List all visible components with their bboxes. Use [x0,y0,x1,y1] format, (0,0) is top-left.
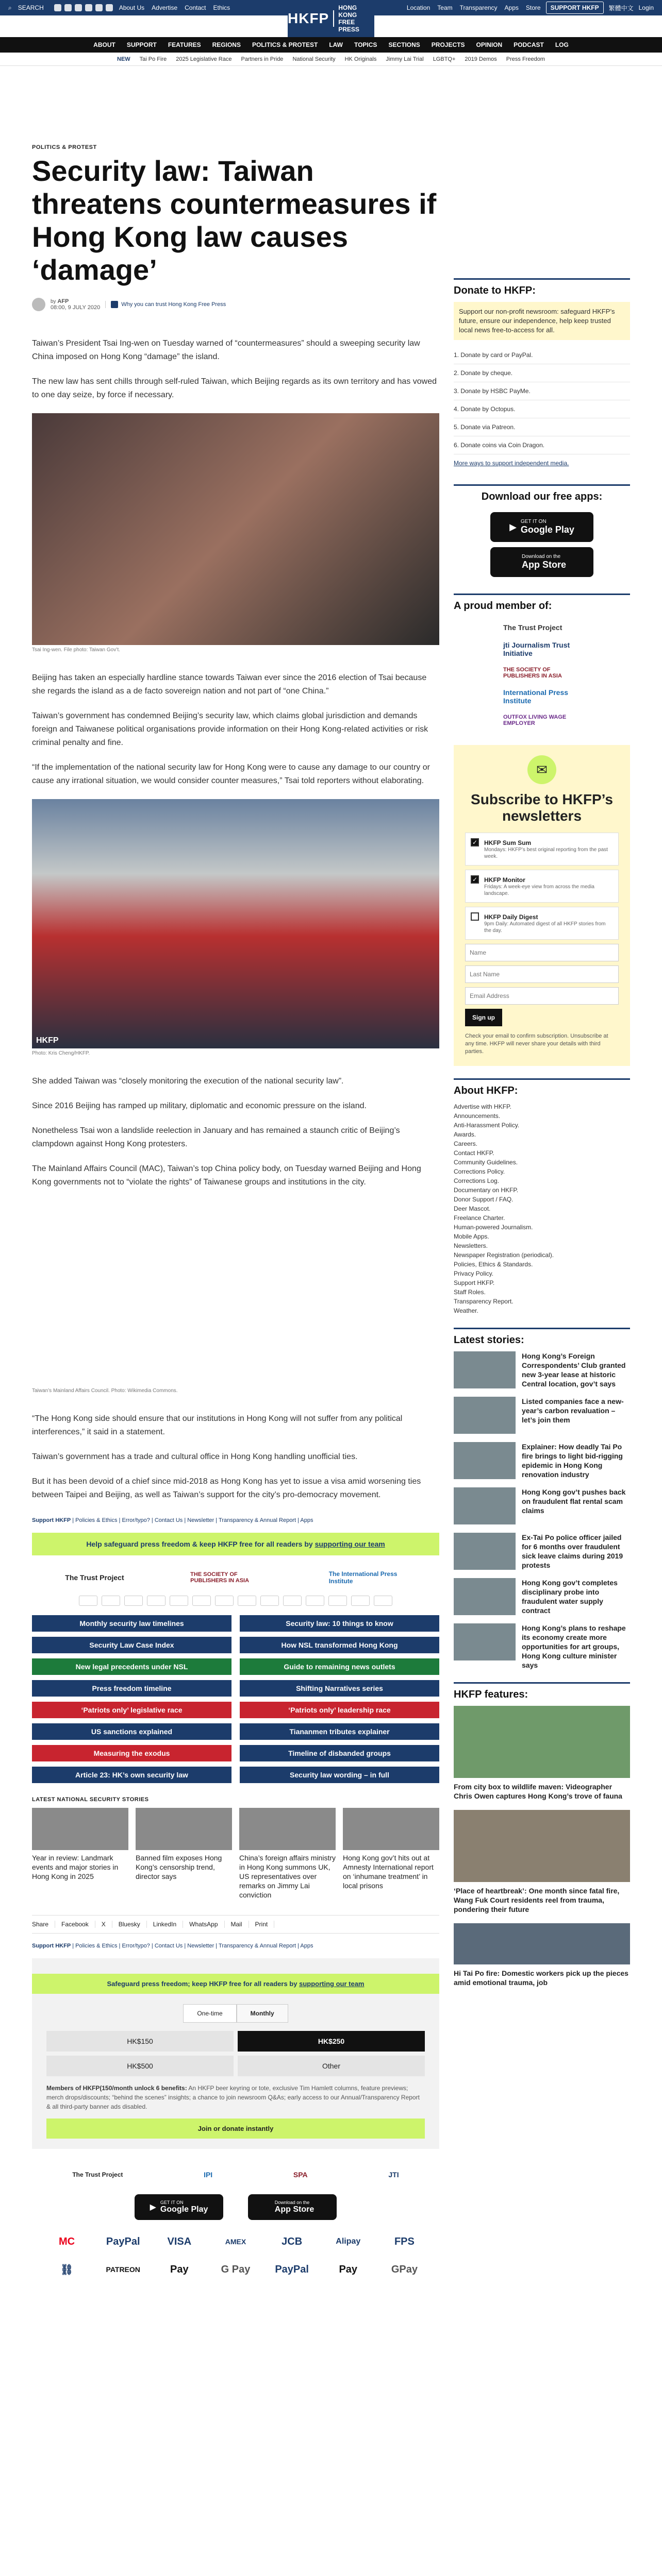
nav-opinion[interactable]: OPINION [476,41,503,48]
footer-link[interactable]: Policies & Ethics [75,1517,118,1523]
mastercard-logo: MC [59,2235,75,2247]
footer-link[interactable]: Newsletter [187,1517,214,1523]
hkfp-logo[interactable]: HKFP HONG KONG FREE PRESS [288,0,374,37]
topic-link[interactable]: ‘Patriots only’ leadership race [240,1702,439,1718]
paragraph: Since 2016 Beijing has ramped up military, diplomatic and economic pressure on the island. [32,1101,367,1110]
subnav-item[interactable]: Jimmy Lai Trial [386,56,424,62]
nav-regions[interactable]: REGIONS [212,41,241,48]
ipi-logo[interactable]: International Press Institute [503,688,569,705]
newsletter-footnote: Check your email to confirm subscription. Unsubscribe at any time. HKFP will never share your details with third parties. [465,1033,608,1055]
features-title: HKFP features: [454,1689,528,1700]
feature-image[interactable] [454,1706,630,1778]
photo-mac-building [32,1200,439,1386]
feature-title[interactable]: Hi Tai Po fire: Domestic workers pick up the pieces amid emotional trauma, job [454,1969,628,1987]
app-store-buttons [32,2194,439,2220]
member-section [454,594,630,733]
subnav-item[interactable]: National Security [292,56,336,62]
topic-link[interactable]: Timeline of disbanded groups [240,1745,439,1761]
donate-option[interactable]: 1. Donate by card or PayPal. [454,346,630,364]
sign-up-button[interactable]: Sign up [465,1009,502,1026]
nav-log[interactable]: LOG [555,41,569,48]
photo-caption: Photo: Kris Cheng/HKFP. [32,1050,90,1056]
story-title[interactable]: Year in review: Landmark events and major stories in Hong Kong in 2025 [32,1854,119,1880]
story-card[interactable] [343,1808,439,1900]
spa-logo[interactable]: THE SOCIETY OF PUBLISHERS IN ASIA [190,1571,250,1584]
share-mail[interactable]: Mail [231,1921,249,1928]
footer-link[interactable]: Apps [300,1517,313,1523]
about-link[interactable]: Corrections Policy. [454,1168,505,1175]
story-card[interactable] [32,1808,128,1900]
instagram-icon[interactable] [75,4,82,11]
member-title: A proud member of: [454,600,552,612]
visa-logo: VISA [167,2235,192,2247]
sub-nav [0,53,662,66]
features-section [454,1682,630,1987]
about-link[interactable]: Human-powered Journalism. [454,1224,533,1231]
amount-option[interactable]: HK$150 [46,2031,234,2052]
subnav-item[interactable]: 2025 Legislative Race [176,56,232,62]
story-card[interactable] [136,1808,232,1900]
sidebar [454,278,630,1999]
article-main [32,144,439,2280]
story-item[interactable]: Hong Kong gov’t pushes back on fraudulent flat rental scam claims [454,1487,630,1524]
about-link[interactable]: Transparency Report. [454,1298,514,1305]
donate-widget [32,1958,439,2149]
footer-link[interactable]: Newsletter [187,1943,214,1949]
paypal-logo: PayPal [106,2235,140,2247]
footer-link[interactable]: Error/typo? [122,1943,150,1949]
trust-project-logo[interactable]: The Trust Project [65,1573,124,1582]
about-link[interactable]: Mobile Apps. [454,1233,489,1240]
trust-project-logo[interactable]: The Trust Project [503,623,562,632]
apps-title: Download our free apps: [481,491,603,502]
trust-link[interactable]: Why you can trust Hong Kong Free Press [105,301,226,308]
social-icons [54,4,113,11]
google-play-icon: ▶ [509,521,517,532]
search-link[interactable]: SEARCH [18,4,44,11]
app-store-button[interactable]: Download on the App Store [248,2194,337,2220]
amount-option[interactable]: Other [238,2056,425,2076]
feature-image[interactable] [454,1923,630,1964]
donate-option[interactable]: 2. Donate by cheque. [454,364,630,382]
about-link[interactable]: Contact HKFP. [454,1149,494,1157]
about-link[interactable]: Newspaper Registration (periodical). [454,1251,554,1259]
paragraph: Taiwan’s government has a trade and cultural office in Hong Kong handling unofficial ties. [32,1452,358,1461]
paragraph: “The Hong Kong side should ensure that our institutions in Hong Kong will not suffer from any political interferences,” it said in a statement. [32,1414,403,1436]
checkbox-checked[interactable]: ✓ [471,875,479,884]
subnav-item[interactable]: 2019 Demos [465,56,497,62]
top-link[interactable]: Location [406,4,431,11]
top-links-right [407,4,541,11]
fps-logo: FPS [394,2235,415,2247]
story-thumbnail [239,1808,336,1850]
share-whatsapp[interactable]: WhatsApp [189,1921,224,1928]
subnav-item[interactable]: LGBTQ+ [433,56,456,62]
publish-date: 08:00, 9 JULY 2020 [51,304,101,311]
about-link[interactable]: Careers. [454,1140,478,1147]
footer-link[interactable]: Transparency & Annual Report [219,1943,296,1949]
payment-icon [124,1596,143,1606]
member-logos [32,1565,439,1590]
support-links-bottom: Support HKFP | Policies & Ethics | Error/typo? | Contact Us | Newsletter | Transparency & Annual Report | Apps [32,1943,313,1949]
payment-icon [351,1596,370,1606]
topic-link[interactable]: Article 23: HK’s own security law [32,1767,231,1783]
share-linkedin[interactable]: LinkedIn [153,1921,183,1928]
search-icon[interactable]: ⌕ [8,4,12,11]
support-team-link[interactable]: supporting our team [315,1540,385,1548]
spa-logo[interactable]: THE SOCIETY OF PUBLISHERS IN ASIA [503,667,562,679]
payment-icon [102,1596,120,1606]
paragraph: Nonetheless Tsai won a landslide reelection in January and has remained a staunch critic of Beijing’s clampdown against Hong Kong protesters. [32,1126,400,1148]
paragraph: Beijing has taken an especially hardline stance towards Taiwan ever since the 2016 election of Tsai because she regards the island as a de facto sovereign nation and not part of “one China.” [32,673,427,696]
top-links [119,4,230,11]
nav-politics[interactable]: POLITICS & PROTEST [252,41,318,48]
story-thumbnail [454,1351,516,1388]
about-link[interactable]: Corrections Log. [454,1177,500,1184]
footer-link[interactable]: Policies & Ethics [75,1943,118,1949]
alipay-logo: Alipay [336,2237,361,2246]
story-thumbnail [454,1442,516,1479]
living-wage-logo[interactable]: OUTFOX LIVING WAGE EMPLOYER [503,714,567,726]
about-link[interactable]: Weather. [454,1307,478,1314]
payment-icons [32,1596,439,1606]
security-law-links [32,1615,439,1783]
paragraph: She added Taiwan was “closely monitoring the execution of the national security law”. [32,1077,344,1086]
about-link[interactable]: Freelance Charter. [454,1214,505,1222]
topic-link[interactable]: Security law wording – in full [240,1767,439,1783]
about-link[interactable]: Donor Support / FAQ. [454,1196,514,1203]
crypto-icon: ⛓ [60,2264,74,2276]
subnav-item[interactable]: HK Originals [344,56,377,62]
topic-link[interactable]: Shifting Narratives series [240,1680,439,1697]
donate-option[interactable]: 3. Donate by HSBC PayMe. [454,382,630,400]
topic-link[interactable]: Monthly security law timelines [32,1615,231,1632]
login-link[interactable]: Login [638,4,654,11]
google-pay-logo: GPay [391,2263,418,2275]
newsletter-option[interactable]: HKFP Daily Digest 9pm Daily: Automated digest of all HKFP stories from the day. [465,907,619,940]
google-pay-logo: G Pay [221,2263,251,2275]
payment-icon [215,1596,234,1606]
about-link[interactable]: Anti-Harassment Policy. [454,1122,520,1129]
top-link[interactable]: About Us [119,4,145,11]
story-thumbnail [454,1578,516,1615]
support-team-link[interactable]: supporting our team [299,1980,365,1988]
about-link[interactable]: Announcements. [454,1112,501,1120]
paragraph: “If the implementation of the national security law for Hong Kong were to cause any damage to our country or cause any irrational situation, we would consider counter measures,” Tsai told reporters without elaborating. [32,763,430,785]
photo-caption: Taiwan’s Mainland Affairs Council. Photo: Wikimedia Commons. [32,1388,178,1394]
about-link[interactable]: Documentary on HKFP. [454,1187,519,1194]
telegram-icon[interactable] [106,4,113,11]
payment-icon [260,1596,279,1606]
about-link[interactable]: Privacy Policy. [454,1270,494,1277]
support-hkfp-button[interactable]: SUPPORT HKFP [546,2,604,14]
x-icon[interactable] [64,4,72,11]
freq-monthly[interactable]: Monthly [237,2004,288,2023]
about-link[interactable]: Community Guidelines. [454,1159,518,1166]
stories-title: Latest stories: [454,1334,524,1346]
topic-link[interactable]: ‘Patriots only’ legislative race [32,1702,231,1718]
about-title: About HKFP: [454,1085,518,1096]
topic-link[interactable]: Security law: 10 things to know [240,1615,439,1632]
nav-support[interactable]: SUPPORT [126,41,157,48]
envelope-icon: ✉ [527,755,556,784]
story-item[interactable]: Hong Kong’s plans to reshape its economy create more opportunities for art groups, Hong Kong culture minister says [454,1623,630,1670]
donation-amounts [46,2031,425,2076]
newsletter-signup [454,745,630,1066]
story-item[interactable]: Hong Kong gov’t completes disciplinary probe into fraudulent water supply contract [454,1578,630,1615]
checkbox-unchecked[interactable] [471,912,479,921]
about-section [454,1078,630,1315]
paragraph: Taiwan’s President Tsai Ing-wen on Tuesday warned of “countermeasures” should a sweeping security law China imposed on Hong Kong “damage” the island. [32,339,420,361]
photo-caption: Tsai Ing-wen. File photo: Taiwan Gov’t. [32,647,121,653]
story-card[interactable] [239,1808,336,1900]
topic-link[interactable]: Guide to remaining news outlets [240,1658,439,1675]
story-thumbnail [454,1623,516,1660]
payment-icon [79,1596,97,1606]
footer-link[interactable]: Transparency & Annual Report [219,1517,296,1523]
article-category[interactable]: POLITICS & PROTEST [32,144,97,150]
topic-link[interactable]: Security Law Case Index [32,1637,231,1653]
top-link[interactable]: Apps [504,4,519,11]
donate-note: Support our non-profit newsroom: safeguard HKFP’s future, ensure our independence, help keep trusted local news free-to-access for all. [454,302,630,340]
top-link[interactable]: Transparency [459,4,498,11]
topic-link[interactable]: Tiananmen tributes explainer [240,1723,439,1740]
main-nav [0,37,662,53]
story-item[interactable]: Ex-Tai Po police officer jailed for 6 months over fraudulent sick leave claims during 2019 protests [454,1533,630,1570]
support-link[interactable]: Support HKFP [32,1943,71,1949]
ipi-logo[interactable]: IPI [204,2171,213,2179]
about-link[interactable]: Advertise with HKFP. [454,1103,511,1110]
paragraph: The Mainland Affairs Council (MAC), Taiwan’s top China policy body, on Tuesday warned Beijing and Hong Kong governments not to “violate the rights” of Taiwanese groups and institutions in the city. [32,1164,421,1187]
app-store-button[interactable]: Download on the App Store [490,547,593,577]
ipi-logo[interactable]: The International Press Institute [328,1570,398,1585]
last-name-input[interactable] [465,965,619,983]
story-thumbnail [454,1487,516,1524]
amount-option[interactable]: HK$500 [46,2056,234,2076]
donate-section [454,278,630,472]
footer-link[interactable]: Contact Us [154,1943,183,1949]
story-thumbnail [136,1808,232,1850]
donation-frequency [46,2004,425,2023]
subnav-item[interactable]: Partners in Pride [241,56,284,62]
latest-security-stories [32,1797,439,1900]
share-facebook[interactable]: Facebook [61,1921,95,1928]
paypal-logo: PayPal [275,2263,309,2275]
language-toggle[interactable]: 繁體中文 [608,4,634,12]
photo-tsai-ing-wen [32,413,439,645]
feature-image[interactable] [454,1810,630,1882]
freq-one-time[interactable]: One-time [183,2004,236,2023]
donate-banner: Safeguard press freedom; keep HKFP free for all readers by supporting our team [32,1974,439,1994]
facebook-icon[interactable] [54,4,61,11]
about-link[interactable]: Policies, Ethics & Standards. [454,1261,533,1268]
paragraph: Taiwan’s government has condemned Beijing’s security law, which claims global jurisdiction and demands foreign and Taiwanese political organisations provide information on their Hong Kong-related activities or risk criminal penalty and fine. [32,711,428,747]
donate-list [454,346,630,472]
newsletter-option[interactable]: ✓ HKFP Monitor Fridays: A week-eye view from across the media landscape. [465,870,619,903]
apple-pay-logo: Pay [170,2263,189,2275]
topic-link[interactable]: New legal precedents under NSL [32,1658,231,1675]
payment-icon [147,1596,166,1606]
topic-link[interactable]: Measuring the exodus [32,1745,231,1761]
share-x[interactable]: X [102,1921,112,1928]
share-bluesky[interactable]: Bluesky [119,1921,147,1928]
email-input[interactable] [465,987,619,1005]
photo-taiwan-flags [32,799,439,1048]
name-input[interactable] [465,944,619,961]
donate-option[interactable]: 5. Donate via Patreon. [454,418,630,436]
payment-icon [192,1596,211,1606]
footer-member-logos [32,2164,439,2185]
payment-icon [328,1596,347,1606]
subnav-item[interactable]: Tai Po Fire [139,56,167,62]
about-link[interactable]: Newsletters. [454,1242,488,1249]
nav-sections[interactable]: SECTIONS [388,41,420,48]
payment-icon [238,1596,256,1606]
youtube-icon[interactable] [85,4,92,11]
author-name[interactable]: AFP [57,298,69,304]
story-thumbnail [32,1808,128,1850]
nav-law[interactable]: LAW [329,41,343,48]
donate-option[interactable]: 6. Donate coins via Coin Dragon. [454,436,630,454]
trust-project-logo[interactable]: The Trust Project [72,2171,123,2178]
about-link[interactable]: Awards. [454,1131,476,1138]
author-avatar [32,298,45,311]
donate-title: Donate to HKFP: [454,285,536,296]
feature-title[interactable]: From city box to wildlife maven: Videographer Chris Owen captures Hong Kong’s trove of fauna [454,1783,622,1800]
payment-icon [374,1596,392,1606]
donate-option[interactable]: 4. Donate by Octopus. [454,400,630,418]
payment-icon [283,1596,302,1606]
about-link[interactable]: Support HKFP. [454,1279,495,1286]
top-link[interactable]: Store [525,4,541,11]
topic-link[interactable]: Press freedom timeline [32,1680,231,1697]
section-heading: LATEST NATIONAL SECURITY STORIES [32,1797,149,1803]
story-item[interactable]: Hong Kong’s Foreign Correspondents’ Club granted new 3-year lease at historic Central location, gov’t says [454,1351,630,1388]
story-thumbnail [343,1808,439,1850]
top-link[interactable]: Advertise [152,4,178,11]
paragraph: The new law has sent chills through self-ruled Taiwan, which Beijing regards as its own territory and has vowed to one day seize, by force if necessary. [32,377,437,399]
patreon-logo: PATREON [106,2265,140,2274]
about-link[interactable]: Deer Mascot. [454,1205,491,1212]
amex-logo: AMEX [225,2238,246,2246]
support-banner: Help safeguard press freedom & keep HKFP free for all readers by supporting our team [32,1533,439,1555]
jcb-logo: JCB [282,2235,303,2247]
nav-topics[interactable]: TOPICS [354,41,377,48]
article-title: Security law: Taiwan threatens countermeasures if Hong Kong law causes ‘damage’ [32,155,437,286]
payment-icon [170,1596,188,1606]
support-link[interactable]: Support HKFP [32,1517,71,1523]
story-thumbnail [454,1397,516,1434]
topic-link[interactable]: How NSL transformed Hong Kong [240,1637,439,1653]
more-ways-link[interactable]: More ways to support independent media. [454,460,569,467]
new-label: NEW [117,56,130,62]
jti-logo[interactable]: jti Journalism Trust Initiative [503,641,570,657]
share-print[interactable]: Print [255,1921,275,1928]
apple-pay-logo: Pay [339,2263,358,2275]
nav-projects[interactable]: PROJECTS [431,41,465,48]
feature-title[interactable]: ‘Place of heartbreak’: One month since fatal fire, Wang Fuk Court residents reel from trauma, pondering their future [454,1887,620,1913]
paragraph: But it has been devoid of a chief since mid-2018 as Hong Kong has yet to issue a visa amid worsening ties between Taipei and Beijing, as well as Taiwan’s support for the city’s pro-democracy movement. [32,1477,421,1499]
story-item[interactable]: Explainer: How deadly Tai Po fire brings to light bid-rigging epidemic in Hong Kong renovation industry [454,1442,630,1479]
trust-icon [111,301,118,308]
about-link[interactable]: Staff Roles. [454,1289,486,1296]
jti-logo[interactable]: JTI [388,2171,399,2179]
amount-option-selected[interactable]: HK$250 [238,2031,425,2052]
story-title[interactable]: China’s foreign affairs ministry in Hong Kong summons UK, US representatives over remarks on Jimmy Lai conviction [239,1854,336,1899]
nav-features[interactable]: FEATURES [168,41,201,48]
payment-icon [306,1596,324,1606]
footer-link[interactable]: Error/typo? [122,1517,150,1523]
share-bar [32,1915,439,1934]
subnav-item[interactable]: Press Freedom [506,56,545,62]
top-link[interactable]: Contact [185,4,206,11]
newsletter-title: Subscribe to HKFP’s newsletters [471,791,613,824]
payment-logos [32,2231,439,2280]
top-link[interactable]: Ethics [213,4,230,11]
byline: by AFP 08:00, 9 JULY 2020 Why you can trust Hong Kong Free Press [32,298,439,311]
story-item[interactable]: Listed companies face a new-year’s carbon revaluation – let’s join them [454,1397,630,1434]
share-label: Share [32,1921,55,1928]
story-title[interactable]: Banned film exposes Hong Kong’s censorship trend, director says [136,1854,222,1880]
spa-logo[interactable]: SPA [293,2171,308,2179]
apps-section [454,484,630,581]
footer-link[interactable]: Apps [300,1943,313,1949]
top-link[interactable]: Team [437,4,453,11]
linkedin-icon[interactable] [95,4,103,11]
latest-stories [454,1328,630,1670]
newsletter-option[interactable]: ✓ HKFP Sum Sum Mondays: HKFP’s best original reporting from the past week. [465,833,619,866]
google-play-icon: ▶ [150,2203,156,2212]
membership-note: Members of HKFP(150/month unlock 6 benefits: An HKFP beer keyring or tote, exclusive Tim Hamlett columns, feature previews; merch drops/discounts; “behind the scenes” insights; a chance to join newsroom Q&As; early access to our Annual/Transparency Report & all third-party banner ads disabled. [46,2084,420,2110]
story-thumbnail [454,1533,516,1570]
support-links: Support HKFP | Policies & Ethics | Error/typo? | Contact Us | Newsletter | Transparency & Annual Report | Apps [32,1517,313,1523]
google-play-button[interactable]: ▶ GET IT ON Google Play [135,2194,223,2220]
checkbox-checked[interactable]: ✓ [471,838,479,846]
join-donate-button[interactable]: Join or donate instantly [46,2119,425,2139]
nav-about[interactable]: ABOUT [93,41,115,48]
google-play-button[interactable]: ▶ GET IT ON Google Play [490,512,593,542]
topic-link[interactable]: US sanctions explained [32,1723,231,1740]
hkfp-watermark: HKFP [36,1036,59,1045]
footer-link[interactable]: Contact Us [154,1517,183,1523]
nav-podcast[interactable]: PODCAST [514,41,544,48]
story-title[interactable]: Hong Kong gov’t hits out at Amnesty International report on ‘inhumane treatment’ in local prisons [343,1854,434,1890]
